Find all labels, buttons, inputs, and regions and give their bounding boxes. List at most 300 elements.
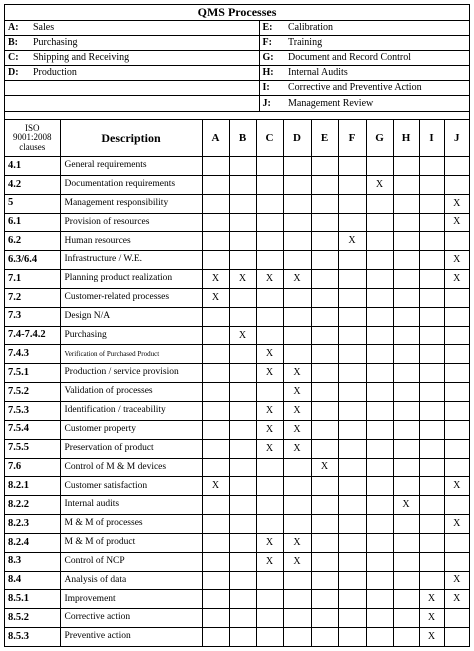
clause-description: Validation of processes [60, 383, 202, 402]
process-column-header: J [444, 120, 469, 157]
process-mark-cell [311, 307, 338, 326]
iso-clause: 8.4 [5, 571, 60, 590]
clause-description: Design N/A [60, 307, 202, 326]
process-mark-cell [393, 364, 419, 383]
process-mark-cell [393, 157, 419, 176]
iso-clause: 8.2.3 [5, 515, 60, 534]
process-mark-cell [283, 515, 311, 534]
clause-description: Production / service provision [60, 364, 202, 383]
process-mark-cell [338, 533, 366, 552]
process-mark-cell [202, 307, 229, 326]
process-mark-cell [202, 420, 229, 439]
process-mark-cell [338, 477, 366, 496]
process-mark-cell [202, 157, 229, 176]
process-mark-cell [311, 383, 338, 402]
process-mark-cell [229, 194, 256, 213]
table-row [5, 515, 469, 534]
process-mark-cell [419, 458, 444, 477]
iso-clause: 7.5.5 [5, 439, 60, 458]
process-mark-cell [338, 590, 366, 609]
process-mark-cell [338, 175, 366, 194]
process-mark-cell [338, 157, 366, 176]
process-mark-cell [311, 496, 338, 515]
process-mark-cell [256, 383, 283, 402]
description-header: Description [60, 120, 202, 157]
process-mark-cell [419, 552, 444, 571]
table-row [5, 326, 469, 345]
process-mark-cell [366, 590, 393, 609]
process-mark-cell [202, 213, 229, 232]
process-mark-cell [229, 533, 256, 552]
process-mark-cell [283, 458, 311, 477]
clause-description: Planning product realization [60, 270, 202, 289]
table-row [5, 496, 469, 515]
process-mark-cell [338, 364, 366, 383]
process-mark-cell [366, 420, 393, 439]
process-mark-cell [393, 213, 419, 232]
process-mark-cell [419, 213, 444, 232]
process-mark-cell [202, 364, 229, 383]
table-row [5, 213, 469, 232]
process-mark-cell [283, 345, 311, 364]
process-mark-cell [366, 288, 393, 307]
process-mark-cell [419, 420, 444, 439]
process-mark-cell [311, 270, 338, 289]
process-mark-cell: X [283, 383, 311, 402]
process-mark-cell [366, 628, 393, 647]
iso-clause: 6.3/6.4 [5, 251, 60, 270]
process-mark-cell [393, 477, 419, 496]
process-mark-cell [419, 326, 444, 345]
process-mark-cell [202, 439, 229, 458]
legend-key: A: [5, 20, 29, 35]
process-mark-cell [444, 157, 469, 176]
process-mark-cell [366, 194, 393, 213]
legend-key: E: [259, 20, 284, 35]
process-mark-cell [229, 420, 256, 439]
clause-description: Provision of resources [60, 213, 202, 232]
process-mark-cell [311, 194, 338, 213]
process-mark-cell [444, 439, 469, 458]
process-mark-cell [366, 439, 393, 458]
table-row [5, 552, 469, 571]
page-title: QMS Processes [5, 5, 469, 20]
process-mark-cell [444, 175, 469, 194]
process-mark-cell [338, 270, 366, 289]
process-mark-cell [311, 213, 338, 232]
legend-key: J: [259, 96, 284, 111]
process-mark-cell: X [283, 439, 311, 458]
process-mark-cell [444, 232, 469, 251]
process-mark-cell [202, 326, 229, 345]
legend-key: G: [259, 50, 284, 65]
process-mark-cell [419, 307, 444, 326]
process-mark-cell [444, 552, 469, 571]
process-mark-cell: X [283, 270, 311, 289]
process-mark-cell [256, 458, 283, 477]
process-mark-cell: X [202, 288, 229, 307]
process-column-header: A [202, 120, 229, 157]
clause-description: M & M of product [60, 533, 202, 552]
clause-description: Internal audits [60, 496, 202, 515]
legend-row [5, 96, 469, 111]
process-mark-cell: X [444, 477, 469, 496]
process-mark-cell: X [419, 590, 444, 609]
process-mark-cell [366, 213, 393, 232]
process-mark-cell [419, 232, 444, 251]
process-mark-cell [256, 571, 283, 590]
process-mark-cell [256, 477, 283, 496]
process-mark-cell: X [256, 345, 283, 364]
process-mark-cell [311, 420, 338, 439]
table-row [5, 251, 469, 270]
process-mark-cell [419, 345, 444, 364]
process-mark-cell [393, 326, 419, 345]
process-mark-cell [229, 609, 256, 628]
process-mark-cell [283, 213, 311, 232]
process-mark-cell [311, 345, 338, 364]
process-mark-cell [256, 307, 283, 326]
process-mark-cell [229, 307, 256, 326]
process-mark-cell: X [338, 232, 366, 251]
process-mark-cell [229, 175, 256, 194]
process-mark-cell [283, 326, 311, 345]
process-mark-cell [444, 458, 469, 477]
process-mark-cell [202, 401, 229, 420]
process-mark-cell [202, 345, 229, 364]
process-column-header: G [366, 120, 393, 157]
process-mark-cell [256, 515, 283, 534]
clause-description: Analysis of data [60, 571, 202, 590]
process-mark-cell [283, 609, 311, 628]
iso-clause: 7.4-7.4.2 [5, 326, 60, 345]
legend-label [29, 96, 259, 111]
legend-label: Shipping and Receiving [29, 50, 259, 65]
table-row [5, 307, 469, 326]
process-mark-cell: X [283, 552, 311, 571]
process-mark-cell: X [444, 270, 469, 289]
process-column-header: E [311, 120, 338, 157]
process-mark-cell [338, 213, 366, 232]
legend-label: Training [284, 35, 469, 50]
iso-clause: 7.3 [5, 307, 60, 326]
process-mark-cell [311, 251, 338, 270]
process-mark-cell [393, 175, 419, 194]
table-row [5, 533, 469, 552]
iso-clause: 8.5.2 [5, 609, 60, 628]
table-row [5, 609, 469, 628]
iso-clause: 7.5.1 [5, 364, 60, 383]
process-mark-cell [366, 458, 393, 477]
process-mark-cell [393, 439, 419, 458]
process-mark-cell [419, 175, 444, 194]
legend-label: Corrective and Preventive Action [284, 81, 469, 96]
process-mark-cell [283, 307, 311, 326]
table-row [5, 420, 469, 439]
process-mark-cell [256, 194, 283, 213]
process-mark-cell: X [256, 420, 283, 439]
iso-clause: 6.2 [5, 232, 60, 251]
process-mark-cell: X [419, 628, 444, 647]
process-mark-cell: X [444, 213, 469, 232]
process-mark-cell [444, 288, 469, 307]
legend-label: Purchasing [29, 35, 259, 50]
process-mark-cell [229, 345, 256, 364]
clause-description: General requirements [60, 157, 202, 176]
clause-description: Verification of Purchased Product [60, 345, 202, 364]
process-mark-cell [338, 326, 366, 345]
iso-clause: 8.2.1 [5, 477, 60, 496]
clause-description: Customer-related processes [60, 288, 202, 307]
process-mark-cell [256, 175, 283, 194]
table-row [5, 194, 469, 213]
process-mark-cell: X [283, 364, 311, 383]
process-mark-cell [256, 496, 283, 515]
process-column-header: I [419, 120, 444, 157]
process-mark-cell [229, 251, 256, 270]
iso-clause: 8.3 [5, 552, 60, 571]
process-mark-cell [311, 477, 338, 496]
process-mark-cell [229, 590, 256, 609]
process-mark-cell [283, 288, 311, 307]
process-mark-cell [419, 157, 444, 176]
legend-label: Calibration [284, 20, 469, 35]
legend-row [5, 81, 469, 96]
process-mark-cell [366, 307, 393, 326]
process-mark-cell: X [419, 609, 444, 628]
process-mark-cell [338, 401, 366, 420]
process-mark-cell: X [229, 326, 256, 345]
process-mark-cell [283, 590, 311, 609]
iso-clause: 5 [5, 194, 60, 213]
legend-row [5, 66, 469, 81]
process-mark-cell [202, 571, 229, 590]
table-row [5, 477, 469, 496]
process-mark-cell [393, 590, 419, 609]
process-mark-cell [202, 496, 229, 515]
process-mark-cell [393, 628, 419, 647]
process-mark-cell [229, 439, 256, 458]
process-mark-cell [311, 571, 338, 590]
process-mark-cell [419, 439, 444, 458]
process-mark-cell: X [393, 496, 419, 515]
process-mark-cell [366, 232, 393, 251]
process-mark-cell [311, 288, 338, 307]
process-mark-cell [444, 533, 469, 552]
process-mark-cell [338, 609, 366, 628]
process-matrix-table [5, 119, 469, 647]
legend-key: I: [259, 81, 284, 96]
process-mark-cell [256, 590, 283, 609]
process-mark-cell [311, 439, 338, 458]
process-mark-cell [338, 515, 366, 534]
process-mark-cell [311, 326, 338, 345]
process-mark-cell [419, 270, 444, 289]
process-mark-cell: X [444, 515, 469, 534]
process-mark-cell [338, 496, 366, 515]
legend-key [5, 81, 29, 96]
process-mark-cell [419, 383, 444, 402]
process-mark-cell [256, 251, 283, 270]
process-mark-cell [256, 288, 283, 307]
clause-description: Customer satisfaction [60, 477, 202, 496]
process-mark-cell [229, 458, 256, 477]
table-row [5, 175, 469, 194]
process-mark-cell [283, 496, 311, 515]
process-mark-cell [202, 175, 229, 194]
clause-description: Identification / traceability [60, 401, 202, 420]
process-mark-cell [338, 458, 366, 477]
process-mark-cell [393, 458, 419, 477]
process-mark-cell [393, 533, 419, 552]
process-mark-cell [283, 232, 311, 251]
process-mark-cell [366, 401, 393, 420]
process-mark-cell [256, 628, 283, 647]
iso-clause: 6.1 [5, 213, 60, 232]
process-mark-cell: X [444, 194, 469, 213]
process-mark-cell [444, 345, 469, 364]
process-mark-cell: X [256, 270, 283, 289]
process-mark-cell [393, 194, 419, 213]
process-mark-cell [311, 533, 338, 552]
process-mark-cell [393, 270, 419, 289]
table-row [5, 232, 469, 251]
process-mark-cell [229, 288, 256, 307]
process-mark-cell [419, 251, 444, 270]
process-mark-cell [338, 628, 366, 647]
process-mark-cell [366, 533, 393, 552]
legend-label: Internal Audits [284, 66, 469, 81]
process-mark-cell [311, 628, 338, 647]
process-mark-cell [311, 401, 338, 420]
process-mark-cell [338, 345, 366, 364]
table-row [5, 383, 469, 402]
process-mark-cell [366, 345, 393, 364]
clause-description: M & M of processes [60, 515, 202, 534]
process-mark-cell [419, 288, 444, 307]
legend-label: Sales [29, 20, 259, 35]
process-mark-cell [202, 533, 229, 552]
process-mark-cell [393, 571, 419, 590]
clause-description: Control of M & M devices [60, 458, 202, 477]
process-column-header: C [256, 120, 283, 157]
clause-description: Purchasing [60, 326, 202, 345]
process-mark-cell [338, 307, 366, 326]
process-mark-cell [366, 477, 393, 496]
process-mark-cell: X [256, 552, 283, 571]
process-mark-cell [283, 157, 311, 176]
table-header-row [5, 120, 469, 157]
process-mark-cell [419, 496, 444, 515]
process-mark-cell [444, 401, 469, 420]
legend-label: Management Review [284, 96, 469, 111]
legend-row [5, 35, 469, 50]
process-mark-cell [311, 175, 338, 194]
process-mark-cell: X [256, 364, 283, 383]
iso-clause: 7.6 [5, 458, 60, 477]
process-mark-cell [202, 194, 229, 213]
clause-description: Customer property [60, 420, 202, 439]
process-mark-cell [202, 232, 229, 251]
process-mark-cell [338, 439, 366, 458]
process-mark-cell [311, 590, 338, 609]
process-mark-cell [311, 364, 338, 383]
process-mark-cell [202, 251, 229, 270]
process-mark-cell [366, 383, 393, 402]
process-mark-cell [338, 251, 366, 270]
process-mark-cell [419, 364, 444, 383]
iso-clause: 4.1 [5, 157, 60, 176]
process-mark-cell [444, 364, 469, 383]
process-mark-cell [202, 515, 229, 534]
iso-clause: 8.5.1 [5, 590, 60, 609]
process-mark-cell [419, 515, 444, 534]
table-row [5, 270, 469, 289]
clause-description: Preservation of product [60, 439, 202, 458]
clause-description: Documentation requirements [60, 175, 202, 194]
process-mark-cell [419, 571, 444, 590]
legend-row [5, 50, 469, 65]
process-mark-cell [393, 345, 419, 364]
clause-description: Control of NCP [60, 552, 202, 571]
process-mark-cell [256, 232, 283, 251]
process-mark-cell [393, 515, 419, 534]
process-mark-cell [202, 628, 229, 647]
process-mark-cell [366, 251, 393, 270]
legend-label: Production [29, 66, 259, 81]
table-row [5, 458, 469, 477]
legend-key: F: [259, 35, 284, 50]
process-mark-cell: X [229, 270, 256, 289]
process-mark-cell [366, 326, 393, 345]
process-mark-cell: X [283, 401, 311, 420]
process-mark-cell [311, 515, 338, 534]
process-mark-cell [202, 458, 229, 477]
iso-clause: 7.4.3 [5, 345, 60, 364]
iso-clause: 8.2.4 [5, 533, 60, 552]
process-mark-cell [366, 364, 393, 383]
process-mark-cell [229, 157, 256, 176]
process-mark-cell [229, 232, 256, 251]
process-mark-cell [393, 288, 419, 307]
legend-label [29, 81, 259, 96]
table-row [5, 628, 469, 647]
process-mark-cell [311, 232, 338, 251]
iso-clause: 7.5.3 [5, 401, 60, 420]
process-mark-cell [311, 609, 338, 628]
process-mark-cell [366, 609, 393, 628]
iso-clause: 4.2 [5, 175, 60, 194]
clause-description: Improvement [60, 590, 202, 609]
process-mark-cell [229, 628, 256, 647]
process-mark-cell [338, 552, 366, 571]
legend-key: H: [259, 66, 284, 81]
table-row [5, 345, 469, 364]
process-mark-cell [229, 383, 256, 402]
clause-description: Infrastructure / W.E. [60, 251, 202, 270]
process-mark-cell [393, 401, 419, 420]
process-legend [5, 5, 469, 112]
process-mark-cell [283, 628, 311, 647]
process-mark-cell [202, 609, 229, 628]
legend-label: Document and Record Control [284, 50, 469, 65]
process-mark-cell [338, 571, 366, 590]
process-mark-cell [444, 383, 469, 402]
clause-description: Preventive action [60, 628, 202, 647]
process-mark-cell: X [256, 401, 283, 420]
process-mark-cell [444, 420, 469, 439]
process-mark-cell [338, 420, 366, 439]
